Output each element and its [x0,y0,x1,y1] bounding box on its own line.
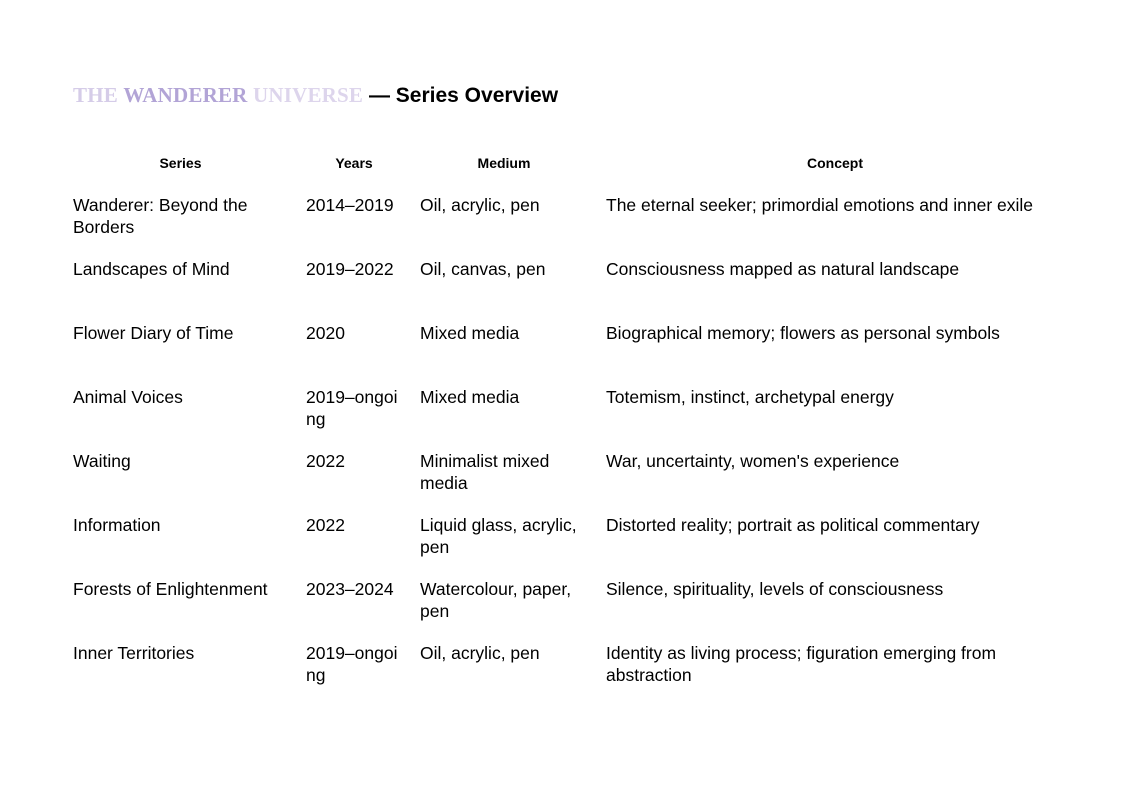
table-row [0,578,1121,642]
cell-years: 2023–2024 [306,579,394,599]
cell-series: Landscapes of Mind [73,259,230,279]
table-row [0,450,1121,514]
header-concept: Concept [807,155,863,171]
header-series: Series [159,155,202,171]
table-row [0,322,1121,386]
cell-medium: Liquid glass, acrylic, pen [420,515,577,557]
brand-wanderer: WANDERER [123,83,248,107]
cell-series: Wanderer: Beyond the Borders [73,195,248,237]
table-row [0,386,1121,450]
cell-medium: Minimalist mixed media [420,451,550,493]
cell-medium: Watercolour, paper, pen [420,579,572,621]
cell-series: Inner Territories [73,643,195,663]
cell-series: Waiting [73,451,131,471]
cell-series: Flower Diary of Time [73,323,234,343]
cell-series: Animal Voices [73,387,183,407]
cell-years: 2019–ongoing [306,387,398,429]
cell-concept: Silence, spirituality, levels of consciousness [606,579,944,599]
brand-universe: UNIVERSE [252,83,364,107]
header-medium: Medium [477,155,531,171]
table-row [0,194,1121,258]
cell-years: 2022 [306,515,345,535]
cell-concept: War, uncertainty, women's experience [606,451,900,471]
cell-years: 2014–2019 [306,195,394,215]
cell-concept: Distorted reality; portrait as political commentary [606,515,980,535]
cell-years: 2019–ongoing [306,643,398,685]
cell-medium: Oil, acrylic, pen [420,643,540,663]
cell-concept: Totemism, instinct, archetypal energy [606,387,894,407]
table-row [0,258,1121,322]
cell-years: 2019–2022 [306,259,394,279]
cell-medium: Oil, acrylic, pen [420,195,540,215]
cell-series: Information [73,515,161,535]
cell-medium: Mixed media [420,387,520,407]
page-title [73,82,558,109]
header-years: Years [335,155,373,171]
title-rest: — Series Overview [363,84,559,107]
table-row [0,514,1121,578]
cell-concept: The eternal seeker; primordial emotions and inner exile [606,195,1034,215]
cell-medium: Oil, canvas, pen [420,259,546,279]
cell-concept: Identity as living process; figuration emerging from abstraction [606,643,997,685]
brand-the: THE [73,83,118,107]
cell-concept: Biographical memory; flowers as personal symbols [606,323,1000,343]
cell-years: 2022 [306,451,345,471]
cell-medium: Mixed media [420,323,520,343]
cell-series: Forests of Enlightenment [73,579,268,599]
cell-concept: Consciousness mapped as natural landscape [606,259,960,279]
cell-years: 2020 [306,323,345,343]
table-row [0,642,1121,706]
